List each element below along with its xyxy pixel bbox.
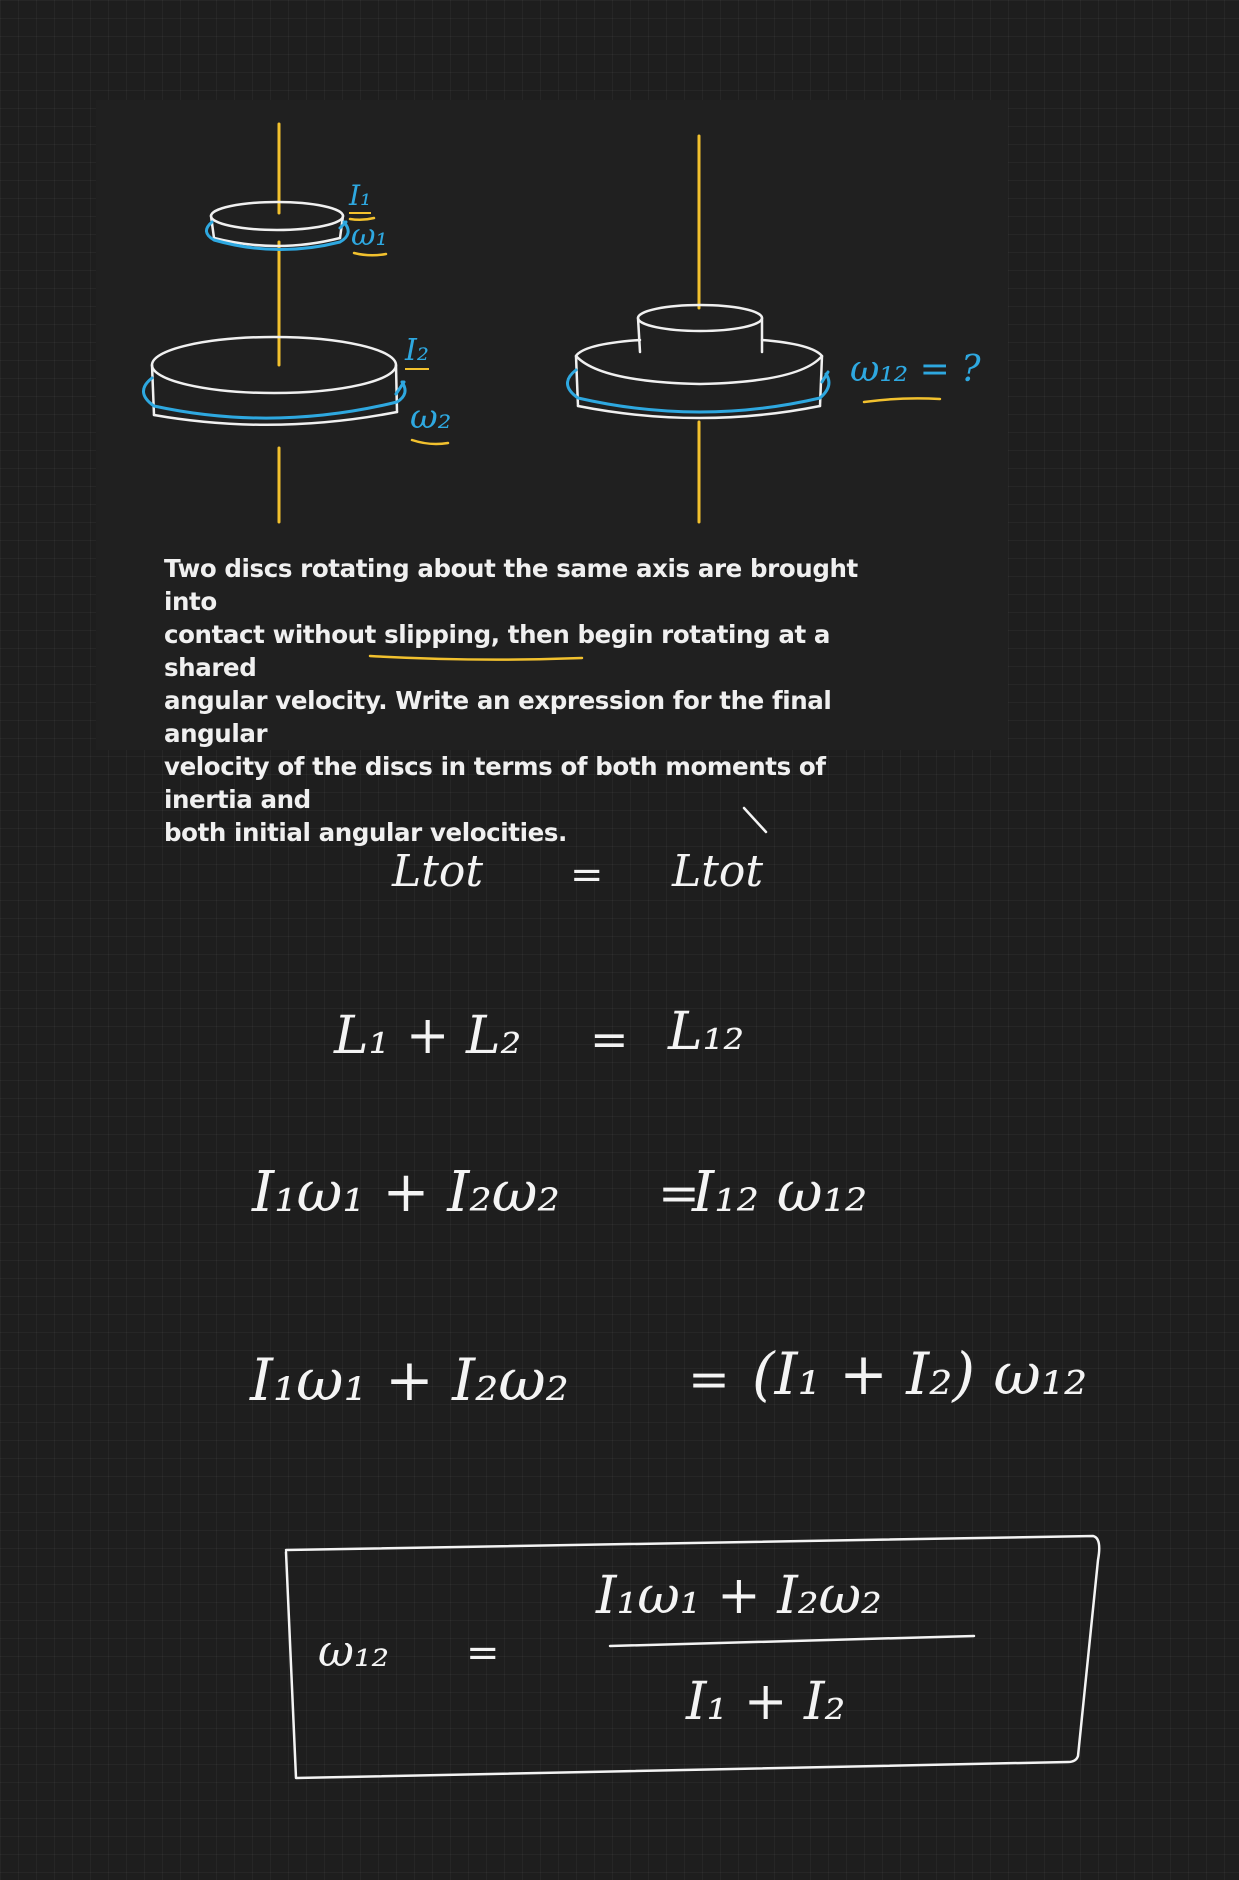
problem-line: both initial angular velocities.	[164, 818, 567, 847]
w2-underline	[412, 440, 448, 444]
label-w12: ω₁₂ = ?	[850, 349, 981, 390]
answer-denominator: I₁ + I₂	[686, 1672, 846, 1732]
step1-eq: =	[570, 852, 604, 898]
small-disc	[211, 202, 343, 246]
step3-rhs: I₁₂ ω₁₂	[692, 1160, 868, 1225]
step2-rhs: L₁₂	[668, 1002, 745, 1062]
step4-lhs: I₁ω₁ + I₂ω₂	[250, 1346, 569, 1414]
w12-underline	[864, 398, 940, 402]
problem-line: contact without slipping, then begin rotating at a shared	[164, 620, 831, 682]
w1-underline	[354, 253, 386, 255]
problem-statement	[164, 552, 884, 849]
problem-line: velocity of the discs in terms of both moments of inertia and	[164, 752, 826, 814]
answer-numerator: I₁ω₁ + I₂ω₂	[596, 1566, 882, 1626]
step1-lhs: Ltot	[392, 846, 484, 897]
label-w1: ω₁	[351, 218, 388, 253]
step3-lhs: I₁ω₁ + I₂ω₂	[252, 1160, 560, 1225]
problem-line: Two discs rotating about the same axis are brought into	[164, 554, 858, 616]
answer-lhs: ω₁₂	[318, 1626, 390, 1677]
combined-small-disc	[638, 305, 762, 352]
answer-eq: =	[466, 1630, 500, 1676]
problem-line: angular velocity. Write an expression for the final angular	[164, 686, 832, 748]
step2-eq: =	[590, 1012, 629, 1066]
step3-eq: =	[658, 1164, 700, 1222]
step4-rhs: (I₁ + I₂) ω₁₂	[752, 1340, 1088, 1408]
fraction-bar	[610, 1636, 974, 1646]
label-i1: I₁	[349, 179, 372, 212]
combined-rotation-arrow	[567, 370, 828, 412]
step1-rhs: Ltot	[672, 846, 764, 897]
step4-eq: =	[688, 1350, 730, 1408]
step2-lhs: L₁ + L₂	[334, 1006, 522, 1066]
label-w2: ω₂	[410, 397, 452, 437]
label-i2: I₂	[405, 333, 429, 368]
